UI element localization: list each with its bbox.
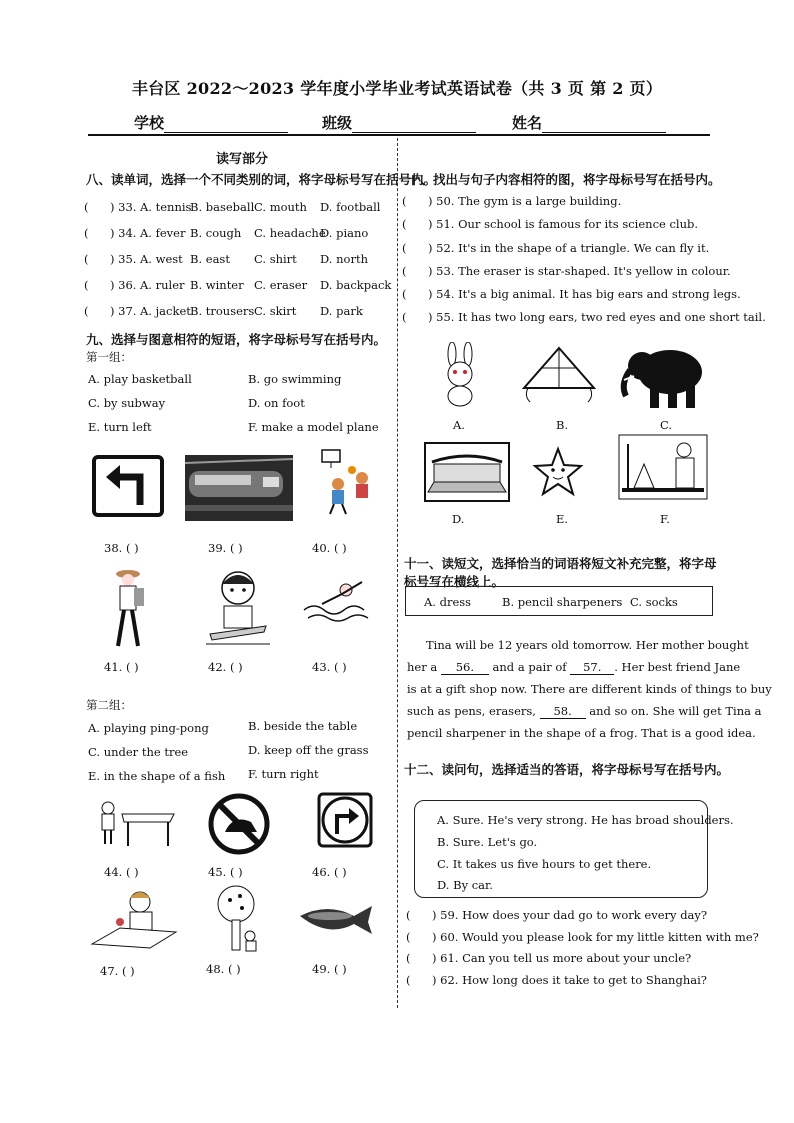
group2-label: 第二组： — [86, 698, 132, 712]
answer-41[interactable]: 41. ( ) — [104, 660, 139, 674]
sec12-instruction: 十二、读问句，选择适当的答语，将字母标号写在括号内。 — [404, 762, 730, 777]
answer-paren[interactable]: ( — [84, 200, 89, 214]
answer-48[interactable]: 48. ( ) — [206, 962, 241, 976]
sec12-row: ( ) 60. Would you please look for my little kitten with me? — [406, 929, 759, 944]
name-blank[interactable] — [542, 116, 666, 133]
answer-46[interactable]: 46. ( ) — [312, 865, 347, 879]
blank-56[interactable]: 56. — [441, 660, 489, 675]
image-label-f: F. — [660, 512, 670, 526]
kite-icon — [518, 344, 600, 404]
answer-paren[interactable]: ( — [84, 304, 89, 318]
name-field — [512, 112, 666, 133]
word-option: A. dress — [424, 595, 472, 609]
answer-39[interactable]: 39. ( ) — [208, 541, 243, 555]
sec8-instruction: 八、读单词，选择一个不同类别的词，将字母标号写在括号内。 — [86, 172, 437, 187]
answer-paren[interactable]: ( — [406, 972, 411, 987]
turn-left-sign-icon — [92, 455, 164, 517]
passage-line: Tina will be 12 years old tomorrow. Her mother bought — [426, 638, 749, 652]
sec10-row: ( ) 50. The gym is a large building. — [402, 194, 622, 208]
answer-paren[interactable]: ( — [402, 194, 407, 208]
fish-shaped-dish-icon — [298, 902, 374, 938]
word-option: B. pencil sharpeners — [502, 595, 623, 609]
answer-44[interactable]: 44. ( ) — [104, 865, 139, 879]
sec8-row: ( ) 34. A. fever B. cough C. headacheD. piano — [84, 226, 369, 240]
answer-paren[interactable]: ( — [402, 287, 407, 302]
elephant-icon — [616, 340, 708, 412]
g2-option: A. playing ping-pong — [88, 721, 209, 735]
girl-ping-pong-icon — [90, 888, 178, 950]
sec12-row: ( ) 61. Can you tell us more about your uncle? — [406, 951, 692, 965]
g1-option: A. play basketball — [88, 372, 192, 386]
g2-option: D. keep off the grass — [248, 743, 369, 757]
sec10-row: ( ) 51. Our school is famous for its science club. — [402, 217, 699, 232]
g2-option: B. beside the table — [248, 719, 358, 733]
answer-paren[interactable]: ( — [406, 951, 411, 965]
sec8-row: ( ) 33. A. tennisB. baseballC. mouth D. football — [84, 200, 381, 214]
sec8-list — [84, 200, 391, 330]
sec10-row: ( ) 54. It's a big animal. It has big ears and strong legs. — [402, 287, 741, 302]
answer-choices-box — [414, 800, 734, 898]
answer-paren[interactable]: ( — [406, 929, 411, 944]
g1-option: F. make a model plane — [248, 420, 379, 434]
name-label: 姓名 — [512, 114, 543, 132]
sec11-instruction-line1: 十一、读短文，选择恰当的词语将短文补充完整，将字母 — [404, 556, 717, 571]
subway-train-icon — [185, 455, 293, 521]
star-eraser-icon — [532, 446, 584, 498]
image-label-a: A. — [453, 418, 465, 432]
sec11-instruction-line2: 标号写在横线上。 — [404, 574, 505, 589]
group1-label: 第一组： — [86, 350, 132, 364]
passage-line: pencil sharpener in the shape of a frog. That is a good idea. — [407, 726, 756, 740]
sec10-row: ( ) 52. It's in the shape of a triangle. We can fly it. — [402, 240, 710, 255]
swimmer-icon — [302, 574, 370, 626]
answer-paren[interactable]: ( — [402, 310, 407, 325]
answer-paren[interactable]: ( — [402, 240, 407, 255]
passage-line: such as pens, erasers, 58. and so on. She will get Tina a — [407, 704, 762, 718]
answer-40[interactable]: 40. ( ) — [312, 541, 347, 555]
g1-option: B. go swimming — [248, 372, 342, 386]
sec8-row: ( ) 36. A. ruler B. winter C. eraser D. backpack — [84, 278, 392, 292]
g1-option: D. on foot — [248, 396, 305, 410]
science-lab-icon — [618, 434, 708, 500]
sec12-list — [406, 908, 759, 994]
g1-option: C. by subway — [88, 396, 166, 410]
answer-47[interactable]: 47. ( ) — [100, 964, 135, 978]
sec10-row: ( ) 53. The eraser is star-shaped. It's yellow in colour. — [402, 263, 731, 278]
g1-option: E. turn left — [88, 420, 152, 434]
rabbit-icon — [436, 342, 484, 408]
answer-choice: D. By car. — [437, 878, 493, 892]
exam-title: 丰台区 2022～2023 学年度小学毕业考试英语试卷（共 3 页 第 2 页） — [131, 79, 663, 98]
answer-paren[interactable]: ( — [84, 252, 89, 266]
answer-paren[interactable]: ( — [402, 263, 407, 278]
boy-under-tree-icon — [208, 884, 266, 956]
answer-paren[interactable]: ( — [84, 278, 89, 292]
answer-paren[interactable]: ( — [402, 217, 407, 232]
school-blank[interactable] — [164, 116, 288, 133]
answer-42[interactable]: 42. ( ) — [208, 660, 243, 674]
word-option: C. socks — [630, 595, 678, 609]
class-field — [322, 112, 476, 133]
walking-hiker-icon — [108, 566, 152, 652]
g2-option: C. under the tree — [88, 745, 189, 759]
sec10-list — [402, 194, 766, 334]
word-bank-box — [405, 586, 713, 616]
keep-off-grass-sign-icon — [207, 792, 271, 856]
image-label-c: C. — [660, 418, 673, 432]
sec10-instruction: 十、找出与句子内容相符的图，将字母标号写在括号内。 — [408, 172, 721, 187]
passage-line: is at a gift shop now. There are different kinds of things to buy — [407, 682, 772, 696]
basketball-players-icon — [318, 448, 380, 520]
boy-model-plane-icon — [206, 566, 270, 646]
image-label-e: E. — [556, 512, 569, 526]
sec12-row: ( ) 59. How does your dad go to work every day? — [406, 908, 708, 922]
answer-paren[interactable]: ( — [406, 908, 411, 922]
sec8-row: ( ) 35. A. west B. east C. shirt D. north — [84, 252, 368, 266]
g2-option: E. in the shape of a fish — [88, 769, 226, 783]
answer-choice: A. Sure. He's very strong. He has broad shoulders. — [437, 813, 734, 827]
answer-choice: B. Sure. Let's go. — [437, 835, 538, 849]
gym-building-icon — [424, 442, 510, 502]
column-divider — [397, 138, 398, 1008]
answer-choice: C. It takes us five hours to get there. — [437, 857, 652, 871]
answer-paren[interactable]: ( — [84, 226, 89, 240]
class-label: 班级 — [322, 114, 353, 132]
answer-43[interactable]: 43. ( ) — [312, 660, 347, 674]
school-label: 学校 — [134, 114, 165, 132]
turn-right-sign-icon — [317, 792, 373, 848]
blank-57[interactable]: 57. — [570, 660, 614, 675]
blank-58[interactable]: 58. — [540, 704, 586, 719]
school-field — [134, 112, 288, 133]
sec9-instruction: 九、选择与图意相符的短语，将字母标号写在括号内。 — [86, 332, 387, 347]
passage-line: her a 56. and a pair of 57. . Her best friend Jane — [407, 660, 741, 674]
class-blank[interactable] — [352, 116, 476, 133]
sec12-row: ( ) 62. How long does it take to get to Shanghai? — [406, 972, 707, 987]
answer-49[interactable]: 49. ( ) — [312, 962, 347, 976]
part-title: 读写部分 — [216, 152, 269, 167]
image-label-b: B. — [556, 418, 569, 432]
child-beside-table-icon — [98, 800, 176, 848]
answer-38[interactable]: 38. ( ) — [104, 541, 139, 555]
g2-option: F. turn right — [248, 767, 319, 781]
image-label-d: D. — [452, 512, 465, 526]
header-rule — [88, 134, 710, 136]
answer-45[interactable]: 45. ( ) — [208, 865, 243, 879]
sec10-row: ( ) 55. It has two long ears, two red eyes and one short tail. — [402, 310, 766, 325]
sec8-row: ( ) 37. A. jacketB. trousersC. skirt D. park — [84, 304, 363, 318]
